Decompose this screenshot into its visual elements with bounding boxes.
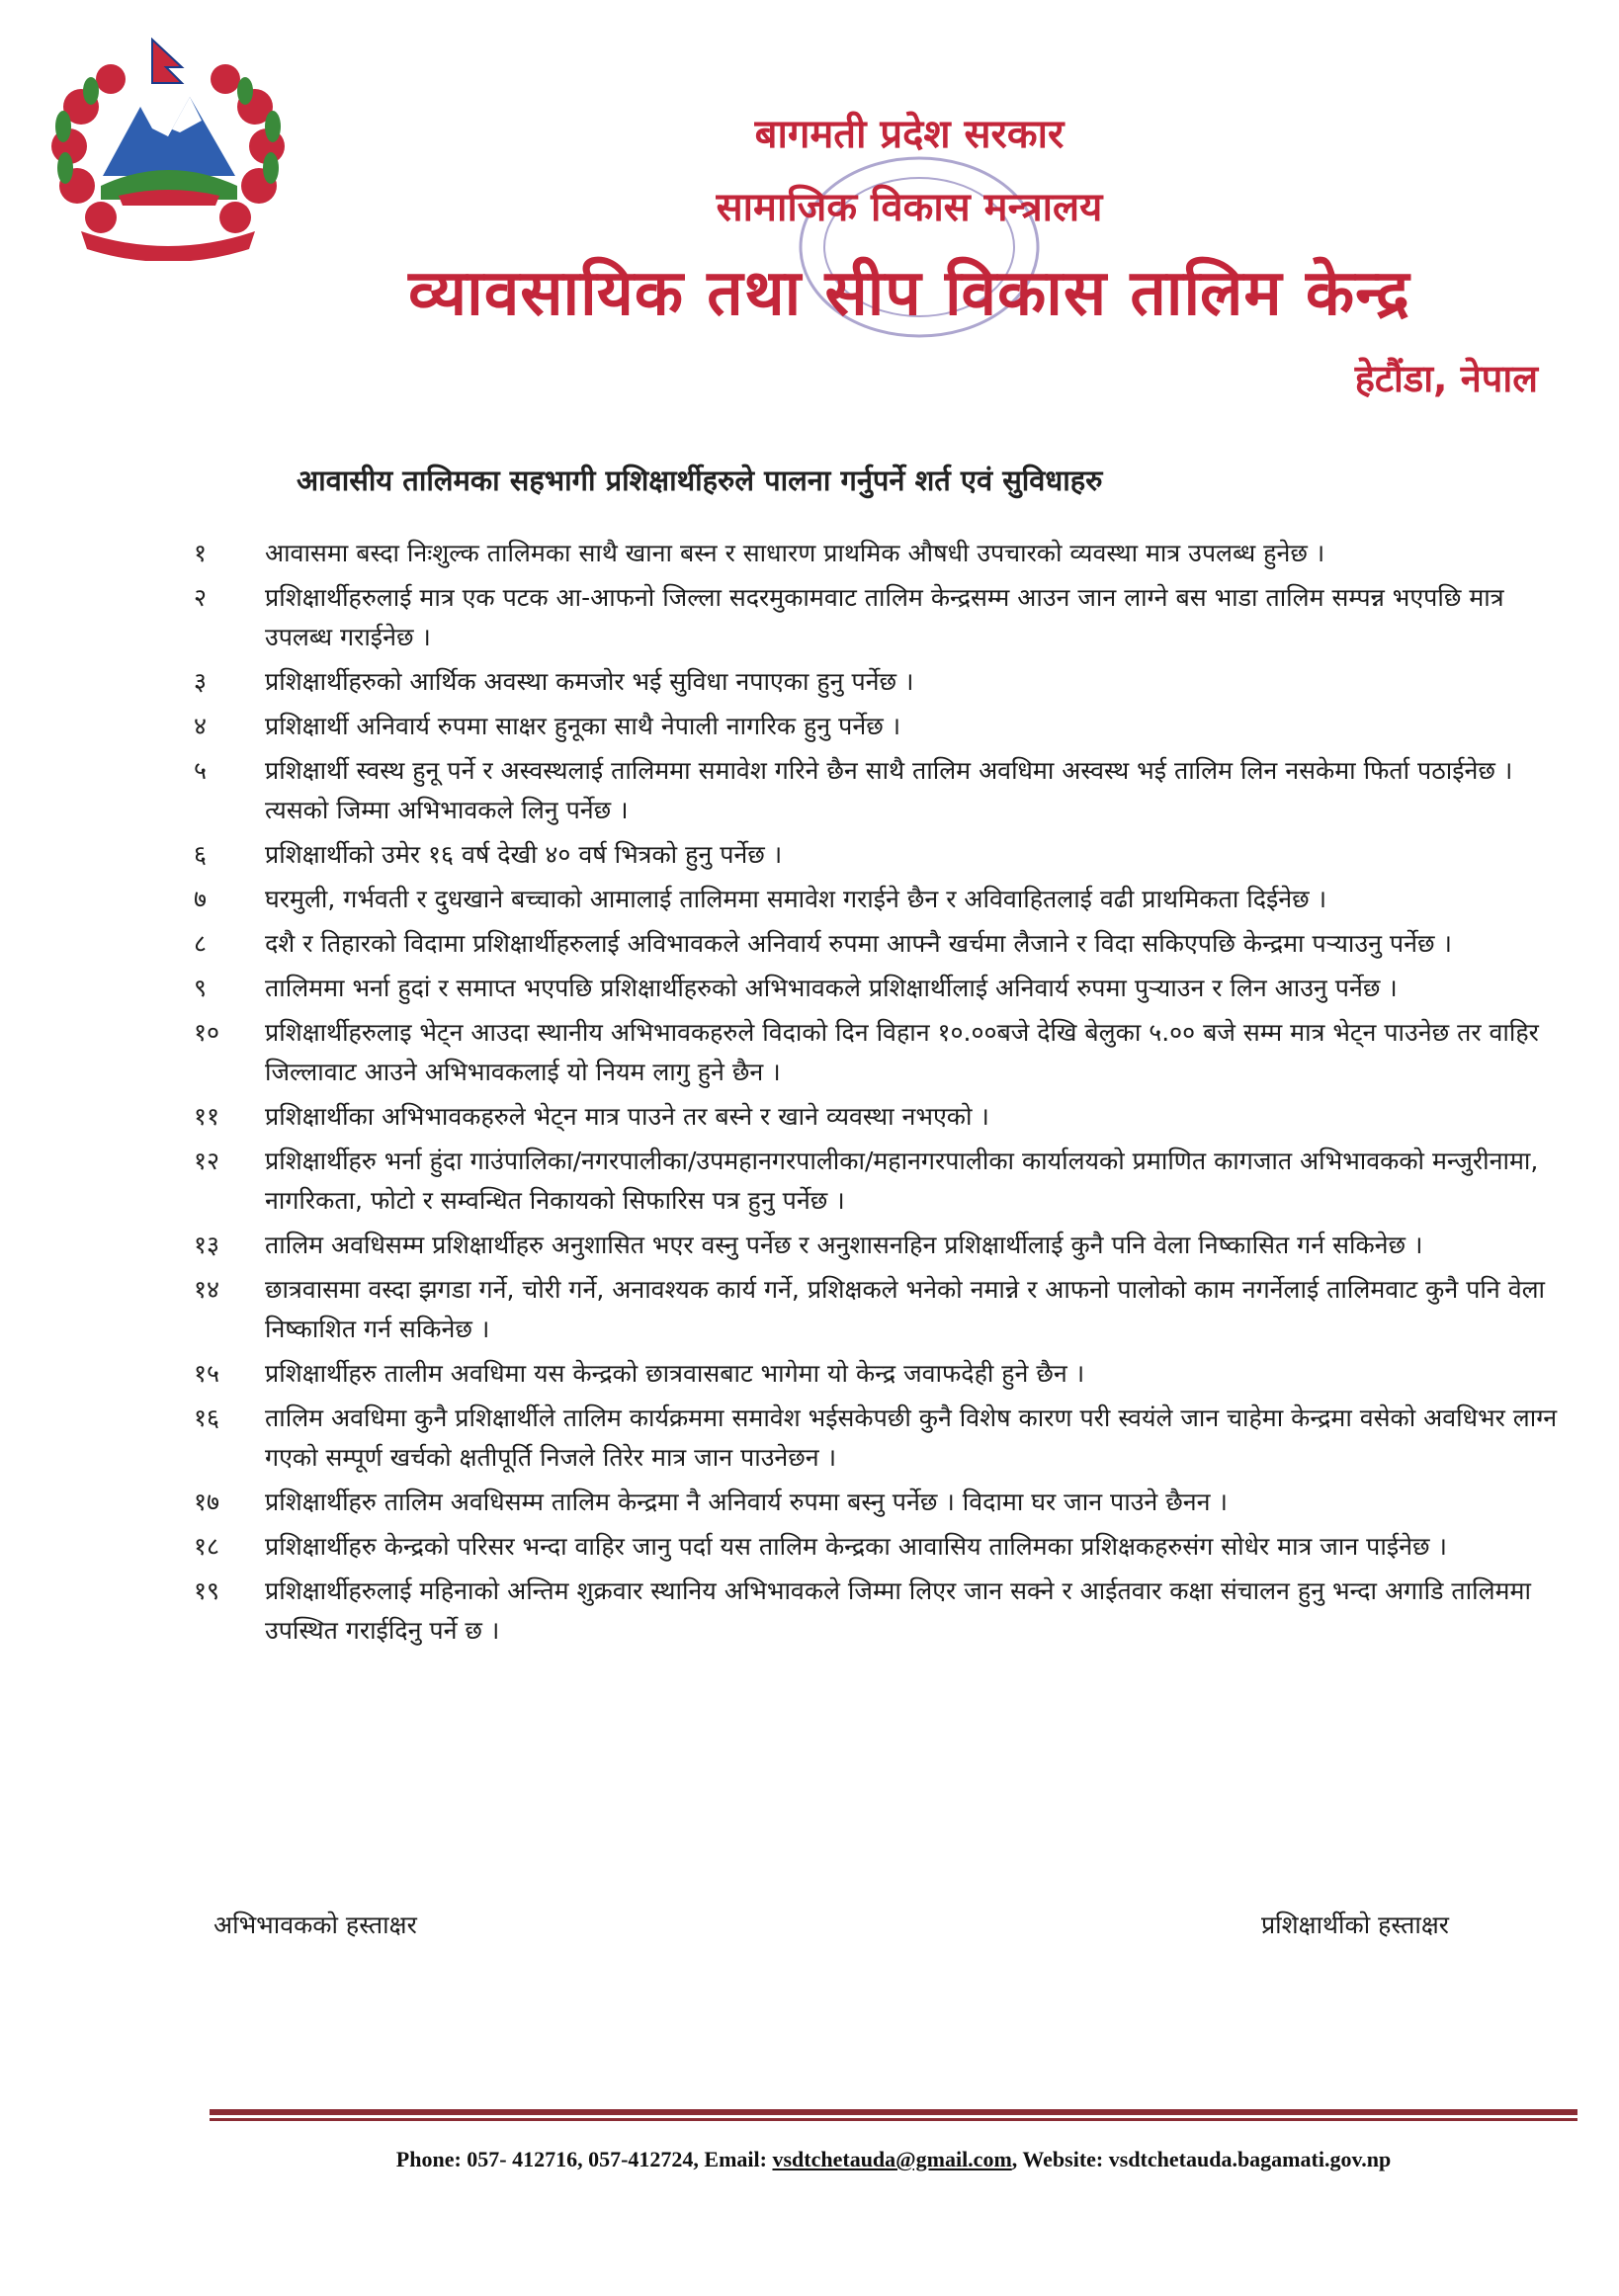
location-heading: हेटौंडा, नेपाल xyxy=(1354,357,1538,400)
footer-email-link[interactable]: vsdtchetauda@gmail.com xyxy=(772,2147,1012,2171)
rule-number: ६ xyxy=(194,840,208,869)
rule-text: प्रशिक्षार्थी स्वस्थ हुनू पर्ने र अस्वस्थलाई तालिममा समावेश गरिने छैन साथै तालिम अवधिमा अस्वस्थ भई तालिम लिन नसकेमा फिर्ता पठाईनेछ । त्यसको जिम्मा अभिभावकले लिनु पर्नेछ । xyxy=(265,756,1513,824)
rule-item xyxy=(194,1013,1574,1092)
rule-item xyxy=(194,578,1574,657)
rule-item xyxy=(194,534,1574,573)
nepal-government-emblem-icon xyxy=(42,38,295,261)
rule-number: १३ xyxy=(194,1231,220,1259)
rule-item xyxy=(194,1399,1574,1478)
document-title: आवासीय तालिमका सहभागी प्रशिक्षार्थीहरुले पालना गर्नुपर्ने शर्त एवं सुविधाहरु xyxy=(297,464,1103,497)
footer-divider xyxy=(210,2109,1577,2115)
rule-text: आवासमा बस्दा निःशुल्क तालिमका साथै खाना बस्न र साधारण प्राथमिक औषधी उपचारको व्यवस्था मात्र उपलब्ध हुनेछ । xyxy=(265,539,1325,567)
rule-number: २ xyxy=(194,583,208,612)
rule-number: १४ xyxy=(194,1275,220,1304)
rule-text: तालिममा भर्ना हुदां र समाप्त भएपछि प्रशिक्षार्थीहरुको अभिभावकले प्रशिक्षार्थीलाई अनिवार्य रुपमा पुऱ्याउन र लिन आउनु पर्नेछ । xyxy=(265,974,1398,1002)
rule-text: प्रशिक्षार्थीहरुलाई महिनाको अन्तिम शुक्रवार स्थानिय अभिभावकले जिम्मा लिएर जान सक्ने र आईतवार कक्षा संचालन हुनु भन्दा अगाडि तालिममा उपस्थित गराईदिनु पर्ने छ । xyxy=(265,1576,1531,1645)
rule-item xyxy=(194,1142,1574,1221)
rule-text: प्रशिक्षार्थीहरुलाई मात्र एक पटक आ-आफनो जिल्ला सदरमुकामवाट तालिम केन्द्रसम्म आउन जान लाग्ने बस भाडा तालिम सम्पन्न भएपछि मात्र उपलब्ध गराईनेछ । xyxy=(265,583,1504,651)
rule-item xyxy=(194,924,1574,964)
rule-text: प्रशिक्षार्थीहरु केन्द्रको परिसर भन्दा वाहिर जानु पर्दा यस तालिम केन्द्रका आवासिय तालिमका प्रशिक्षकहरुसंग सोधेर मात्र जान पाईनेछ । xyxy=(265,1532,1447,1561)
rule-text: प्रशिक्षार्थीहरुको आर्थिक अवस्था कमजोर भई सुविधा नपाएका हुनु पर्नेछ । xyxy=(265,667,914,696)
rule-text: प्रशिक्षार्थीहरुलाइ भेट्न आउदा स्थानीय अभिभावकहरुले विदाको दिन विहान १०.००बजे देखि बेलुका ५.०० बजे सम्म मात्र भेट्न पाउनेछ तर वाहिर जिल्लावाट आउने अभिभावकलाई यो नियम लागु हुने छैन । xyxy=(265,1018,1539,1086)
rule-number: ५ xyxy=(194,756,208,785)
rule-text: दशै र तिहारको विदामा प्रशिक्षार्थीहरुलाई अविभावकले अनिवार्य रुपमा आफ्नै खर्चमा लैजाने र विदा सकिएपछि केन्द्रमा पऱ्याउनु पर्नेछ । xyxy=(265,929,1452,958)
rule-number: ९ xyxy=(194,974,208,1002)
rule-number: ४ xyxy=(194,712,208,740)
rule-text: प्रशिक्षार्थी अनिवार्य रुपमा साक्षर हुनूका साथै नेपाली नागरिक हुनु पर्नेछ । xyxy=(265,712,901,740)
rule-item xyxy=(194,1483,1574,1522)
rule-item xyxy=(194,707,1574,746)
contact-footer xyxy=(210,2147,1577,2172)
footer-phone: Phone: 057- 412716, 057-412724, Email: xyxy=(395,2147,773,2171)
rules-list xyxy=(194,534,1574,1656)
rule-item xyxy=(194,969,1574,1008)
government-heading: बागमती प्रदेश सरकार xyxy=(754,112,1065,157)
footer-divider-thin xyxy=(210,2118,1577,2121)
rule-item xyxy=(194,835,1574,875)
footer-website: , Website: vsdtchetauda.bagamati.gov.np xyxy=(1011,2147,1392,2171)
rule-number: १२ xyxy=(194,1147,220,1175)
rule-item xyxy=(194,662,1574,702)
rule-item xyxy=(194,1097,1574,1137)
rule-text: प्रशिक्षार्थीका अभिभावकहरुले भेट्न मात्र पाउने तर बस्ने र खाने व्यवस्था नभएको । xyxy=(265,1102,989,1131)
rule-number: १ xyxy=(194,539,208,567)
rule-number: ७ xyxy=(194,885,208,913)
rule-text: तालिम अवधिसम्म प्रशिक्षार्थीहरु अनुशासित भएर वस्नु पर्नेछ र अनुशासनहिन प्रशिक्षार्थीलाई कुनै पनि वेला निष्कासित गर्न सकिनेछ । xyxy=(265,1231,1423,1259)
rule-item xyxy=(194,1572,1574,1651)
rule-text: प्रशिक्षार्थीहरु भर्ना हुंदा गाउंपालिका/नगरपालीका/उपमहानगरपालीका/महानगरपालीका कार्यालयको प्रमाणित कागजात अभिभावकको मन्जुरीनामा, नागरिकता, फोटो र सम्वन्धित निकायको सिफारिस पत्र हुनु पर्नेछ । xyxy=(265,1147,1539,1215)
rule-item xyxy=(194,1354,1574,1394)
rule-text: छात्रवासमा वस्दा झगडा गर्ने, चोरी गर्ने, अनावश्यक कार्य गर्ने, प्रशिक्षकले भनेको नमान्ने र आफनो पालोको काम नगर्नेलाई तालिमवाट कुनै पनि वेला निष्काशित गर्न सकिनेछ । xyxy=(265,1275,1546,1343)
rule-text: प्रशिक्षार्थीको उमेर १६ वर्ष देखी ४० वर्ष भित्रको हुनु पर्नेछ । xyxy=(265,840,783,869)
guardian-signature-label: अभिभावकको हस्ताक्षर xyxy=(213,1911,417,1939)
rule-item xyxy=(194,1226,1574,1265)
rule-number: १८ xyxy=(194,1532,220,1561)
rule-number: ११ xyxy=(194,1102,220,1131)
rule-number: ३ xyxy=(194,667,208,696)
trainee-signature-label: प्रशिक्षार्थीको हस्ताक्षर xyxy=(1260,1911,1449,1939)
rule-number: ८ xyxy=(194,929,208,958)
rule-text: प्रशिक्षार्थीहरु तालीम अवधिमा यस केन्द्रको छात्रवासबाट भागेमा यो केन्द्र जवाफदेही हुने छैन । xyxy=(265,1359,1085,1388)
rule-item xyxy=(194,1270,1574,1349)
rule-item xyxy=(194,880,1574,919)
ministry-heading: सामाजिक विकास मन्त्रालय xyxy=(716,185,1103,230)
center-heading: व्यावसायिक तथा सीप विकास तालिम केन्द्र xyxy=(408,257,1410,330)
rule-number: १६ xyxy=(194,1403,220,1432)
rule-number: १७ xyxy=(194,1488,220,1516)
rule-number: १९ xyxy=(194,1576,220,1605)
rule-text: तालिम अवधिमा कुनै प्रशिक्षार्थीले तालिम कार्यक्रममा समावेश भईसकेपछी कुनै विशेष कारण परी स्वयंले जान चाहेमा केन्द्रमा वसेको अवधिभर लाग्न गएको सम्पूर्ण खर्चको क्षतीपूर्ति निजले तिरेर मात्र जान पाउनेछन । xyxy=(265,1403,1558,1472)
rule-number: १५ xyxy=(194,1359,220,1388)
rule-text: प्रशिक्षार्थीहरु तालिम अवधिसम्म तालिम केन्द्रमा नै अनिवार्य रुपमा बस्नु पर्नेछ । विदामा घर जान पाउने छैनन । xyxy=(265,1488,1228,1516)
rule-text: घरमुली, गर्भवती र दुधखाने बच्चाको आमालाई तालिममा समावेश गराईने छैन र अविवाहितलाई वढी प्राथमिकता दिईनेछ । xyxy=(265,885,1327,913)
rule-item xyxy=(194,751,1574,830)
rule-item xyxy=(194,1527,1574,1567)
rule-number: १० xyxy=(194,1018,220,1047)
